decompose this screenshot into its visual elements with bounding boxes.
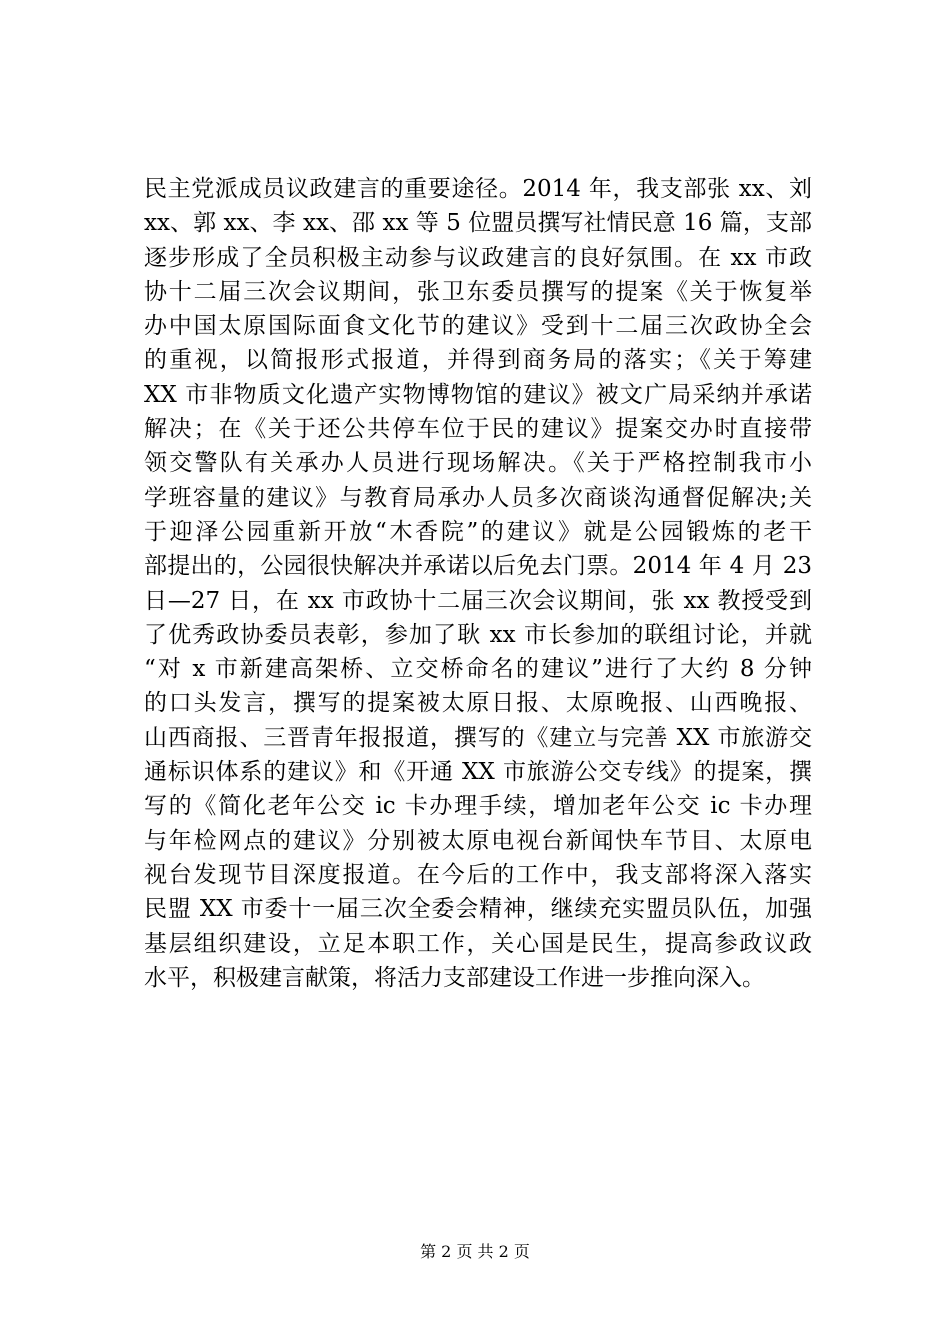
text-line: 协十二届三次会议期间，张卫东委员撰写的提案《关于恢复举 bbox=[144, 278, 812, 305]
text-line: xx、郭 xx、李 xx、邵 xx 等 5 位盟员撰写社情民意 16 篇，支部 bbox=[144, 210, 812, 237]
text-line: 的重视，以简报形式报道，并得到商务局的落实；《关于筹建 bbox=[144, 347, 812, 374]
text-line: 与年检网点的建议》分别被太原电视台新闻快车节目、太原电 bbox=[144, 827, 812, 854]
page-number-footer: 第 2 页 共 2 页 bbox=[420, 1242, 530, 1261]
text-line: 领交警队有关承办人员进行现场解决。《关于严格控制我市小 bbox=[144, 450, 812, 477]
body-paragraph bbox=[144, 172, 812, 995]
text-line: 解决；在《关于还公共停车位于民的建议》提案交办时直接带 bbox=[144, 416, 812, 443]
text-line: 于迎泽公园重新开放“木香院”的建议》就是公园锻炼的老干 bbox=[144, 518, 812, 545]
text-line: XX 市非物质文化遗产实物博物馆的建议》被文广局采纳并承诺 bbox=[144, 381, 812, 408]
text-line: 了优秀政协委员表彰，参加了耿 xx 市长参加的联组讨论，并就 bbox=[144, 621, 812, 648]
text-line: 日—27 日，在 xx 市政协十二届三次会议期间，张 xx 教授受到 bbox=[144, 587, 812, 614]
text-line: 写的《简化老年公交 ic 卡办理手续，增加老年公交 ic 卡办理 bbox=[144, 793, 812, 820]
text-line: 山西商报、三晋青年报报道，撰写的《建立与完善 XX 市旅游交 bbox=[144, 724, 812, 751]
text-line: 视台发现节目深度报道。在今后的工作中，我支部将深入落实 bbox=[144, 861, 812, 888]
text-line: 学班容量的建议》与教育局承办人员多次商谈沟通督促解决;关 bbox=[144, 484, 812, 511]
text-line: 通标识体系的建议》和《开通 XX 市旅游公交专线》的提案，撰 bbox=[144, 759, 812, 786]
text-line: 民主党派成员议政建言的重要途径。2014 年，我支部张 xx、刘 bbox=[144, 176, 812, 202]
text-line: 逐步形成了全员积极主动参与议政建言的良好氛围。在 xx 市政 bbox=[144, 244, 812, 271]
text-line: 的口头发言，撰写的提案被太原日报、太原晚报、山西晚报、 bbox=[144, 690, 812, 717]
text-line: 部提出的，公园很快解决并承诺以后免去门票。2014 年 4 月 23 bbox=[144, 553, 812, 580]
text-line-last: 水平，积极建言献策，将活力支部建设工作进一步推向深入。 bbox=[144, 964, 765, 991]
text-line: 办中国太原国际面食文化节的建议》受到十二届三次政协全会 bbox=[144, 313, 812, 340]
text-line: 基层组织建设，立足本职工作，关心国是民生，提高参政议政 bbox=[144, 930, 812, 957]
text-line: “对 x 市新建高架桥、立交桥命名的建议”进行了大约 8 分钟 bbox=[144, 656, 812, 683]
text-line: 民盟 XX 市委十一届三次全委会精神，继续充实盟员队伍，加强 bbox=[144, 896, 812, 923]
